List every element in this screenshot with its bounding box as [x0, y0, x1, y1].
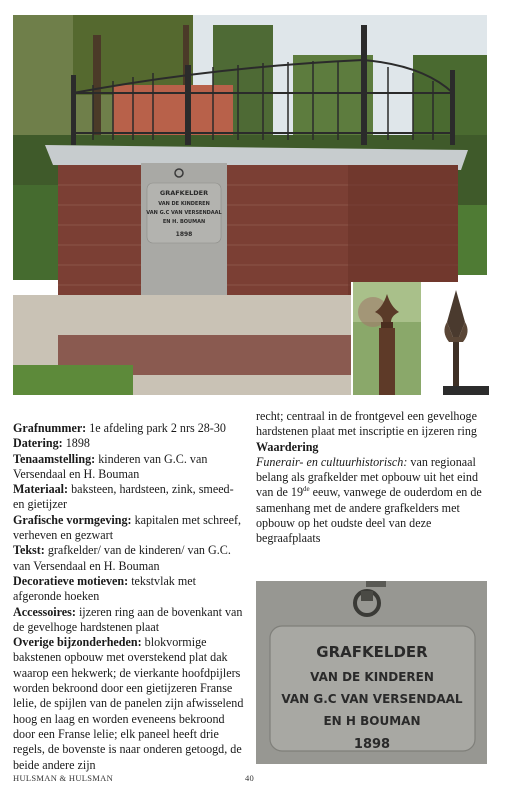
entry-tekst [13, 543, 246, 574]
plaque-line-4: EN H. BOUMAN [162, 219, 206, 225]
label-tekst: Tekst: [13, 543, 45, 558]
closeup-plaque-line-3: VAN G.C VAN VERSENDAAL [281, 692, 463, 706]
entry-tenaamstelling [13, 452, 246, 483]
page-number: 40 [245, 773, 255, 783]
value-materiaal: baksteen, hardsteen, zink, smeed- en gietijzer [13, 482, 234, 512]
pillar-finial-photo [351, 282, 421, 395]
label-overige-bijzonderheden: Overige bijzonderheden: [13, 635, 142, 650]
fence-spear-photo [421, 282, 489, 395]
value-grafische-vormgeving: kapitalen met schreef, verheven en gezwart [13, 512, 242, 543]
entry-overige-bijzonderheden [13, 635, 246, 773]
waardering-text [256, 455, 487, 547]
entry-grafische-vormgeving [13, 513, 246, 544]
plaque-line-1: GRAFKELDER [159, 189, 209, 197]
waardering-subtitle: Funerair- en cultuurhistorisch: [256, 454, 408, 469]
waardering-text-part-1: van regionaal belang als grafkelder met opbouw uit het eind van de 19 [256, 454, 478, 500]
label-grafnummer: Grafnummer: [13, 421, 87, 435]
label-grafische-vormgeving: Grafische vormgeving: [13, 512, 132, 527]
value-tekst: grafkelder/ van de kinderen/ van G.C. van Versendaal en H. Bouman [13, 543, 231, 573]
plaque-line-2: VAN DE KINDEREN [158, 201, 210, 207]
label-decoratieve-motieven: Decoratieve motieven: [13, 573, 129, 588]
footer-author: HULSMAN & HULSMAN [13, 773, 114, 783]
closeup-plaque-line-5: 1898 [353, 737, 391, 752]
value-datering: 1898 [62, 436, 90, 451]
closeup-plaque-line-1: GRAFKELDER [316, 643, 428, 661]
plaque-line-3: VAN G.C VAN VERSENDAAL [146, 210, 222, 216]
closeup-plaque-line-2: VAN DE KINDEREN [310, 670, 434, 684]
entry-materiaal [13, 482, 246, 513]
text-column-right [256, 409, 487, 547]
waardering-superscript: de [303, 485, 310, 494]
entry-datering [13, 436, 246, 451]
inscription-closeup-photo [256, 581, 487, 764]
waardering-text-part-2: eeuw, vanwege de ouderdom en de samenhang met de andere grafkelders met opbouw op het oudste deel van deze begraafplaats [256, 485, 482, 546]
value-overige-bijzonderheden: blokvormige bakstenen opbouw met overstekend plat dak waarop een hekwerk; de vierkante hoofdpijlers worden bekroond door een gietijzeren Franse lelie, de spijlen van de panelen zijn afwisselend hoog en laag en worden eveneens bekroond door een Franse lelie; elk paneel heeft drie regels, de bovenste is naar onderen getoogd, de beide andere zijn [13, 635, 244, 772]
label-materiaal: Materiaal: [13, 482, 69, 497]
label-tenaamstelling: Tenaamstelling: [13, 451, 96, 466]
plaque-line-5: 1898 [175, 231, 193, 238]
overige-continued: recht; centraal in de frontgevel een gevelhoge hardstenen plaat met inscriptie en ijzeren ring [256, 409, 477, 439]
entry-grafnummer [13, 421, 246, 436]
closeup-plaque-line-4: EN H BOUMAN [323, 714, 421, 728]
waardering-heading: Waardering [256, 439, 319, 454]
entry-decoratieve-motieven [13, 574, 246, 605]
text-column-left [13, 421, 246, 773]
value-decoratieve-motieven: tekstvlak met afgeronde hoeken [13, 573, 197, 604]
entry-accessoires [13, 605, 246, 636]
value-tenaamstelling: kinderen van G.C. van Versendaal en H. Bouman [13, 451, 208, 481]
value-accessoires: ijzeren ring aan de bovenkant van de gevelhoge hardstenen plaat [13, 604, 243, 634]
label-accessoires: Accessoires: [13, 604, 76, 619]
label-datering: Datering: [13, 436, 63, 451]
value-grafnummer: 1e afdeling park 2 nrs 28-30 [86, 421, 226, 435]
